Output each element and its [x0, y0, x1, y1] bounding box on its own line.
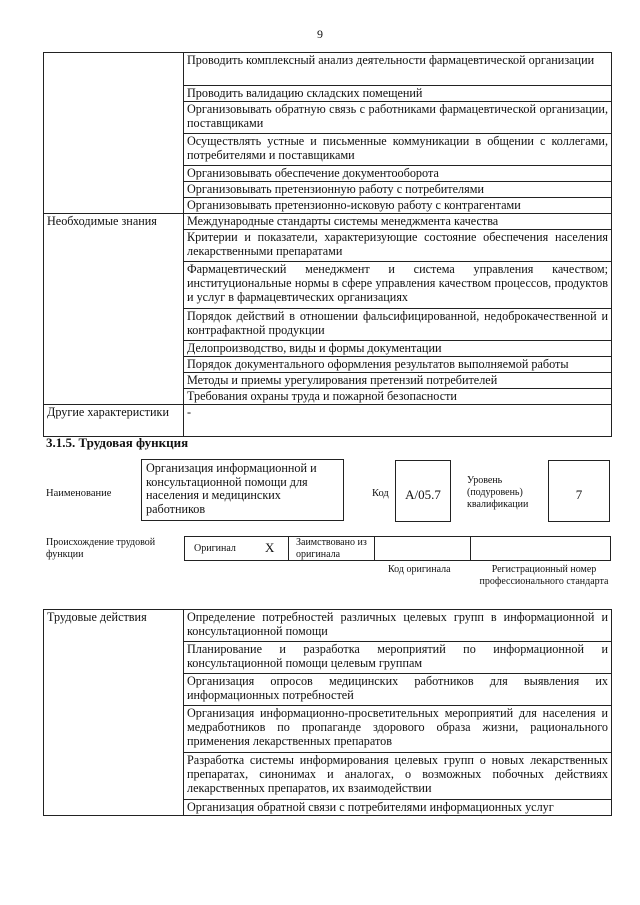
code-value: A/05.7 — [405, 487, 441, 502]
section-title: 3.1.5. Трудовая функция — [46, 435, 189, 450]
knowledge-item: Порядок документального оформления результатов выполняемой работы — [184, 357, 612, 373]
origin-divider — [374, 536, 375, 561]
original-mark: X — [265, 540, 275, 555]
function-name-box — [141, 459, 344, 521]
action-item: Определение потребностей различных целевых групп в информационной и консультационной помощи — [184, 610, 612, 642]
origin-divider — [470, 536, 471, 561]
labor-actions-table — [43, 609, 612, 816]
reg-number-caption: Регистрационный номер профессионального стандарта — [479, 564, 609, 587]
skill-item: Организовывать обратную связь с работниками фармацевтической организации, поставщиками — [184, 102, 612, 134]
code-original-caption: Код оригинала — [388, 564, 451, 575]
function-name: Организация информационной и консультационной помощи для населения и медицинских работников — [146, 461, 317, 516]
skill-item: Организовывать претензионно-исковую работу с контрагентами — [184, 198, 612, 214]
knowledge-item: Методы и приемы урегулирования претензий потребителей — [184, 373, 612, 389]
knowledge-item: Делопроизводство, виды и формы документации — [184, 341, 612, 357]
level-value: 7 — [575, 487, 583, 502]
other-characteristics-value: - — [184, 405, 612, 437]
origin-divider — [288, 536, 289, 561]
level-box — [548, 460, 610, 522]
action-item: Планирование и разработка мероприятий по информационной и консультационной помощи целевым группам — [184, 642, 612, 674]
knowledge-item: Международные стандарты системы менеджмента качества — [184, 214, 612, 230]
empty-label-cell — [44, 53, 184, 214]
action-item: Организация информационно-просветительных мероприятий для населения и медработников по пропаганде здорового образа жизни, рационального применения лекарственных препаратов — [184, 706, 612, 753]
level-label: Уровень (подуровень) квалификации — [467, 475, 529, 510]
knowledge-item: Требования охраны труда и пожарной безопасности — [184, 389, 612, 405]
page-number: 9 — [317, 27, 323, 41]
action-item: Разработка системы информирования целевых групп о новых лекарственных препаратах, синонимах и аналогах, о возможных побочных действиях лекарственных препаратов, их взаимодействии — [184, 753, 612, 800]
action-item: Организация обратной связи с потребителями информационных услуг — [184, 800, 612, 816]
skill-item: Проводить комплексный анализ деятельности фармацевтической организации — [184, 53, 612, 86]
skills-knowledge-table — [43, 52, 612, 437]
action-item: Организация опросов медицинских работников для выявления их информационных потребностей — [184, 674, 612, 706]
origin-label: Происхождение трудовой функции — [46, 537, 156, 560]
skill-item: Организовывать претензионную работу с потребителями — [184, 182, 612, 198]
borrowed-label: Заимствовано из оригинала — [296, 537, 367, 560]
skill-item: Проводить валидацию складских помещений — [184, 86, 612, 102]
original-label: Оригинал — [194, 543, 236, 554]
actions-label: Трудовые действия — [44, 610, 184, 816]
knowledge-label: Необходимые знания — [44, 214, 184, 405]
origin-box — [184, 536, 611, 561]
knowledge-item: Критерии и показатели, характеризующие состояние обеспечения населения лекарственными препаратами — [184, 230, 612, 262]
knowledge-item: Фармацевтический менеджмент и система управления качеством; институциональные нормы в сфере управления качеством процессов, продуктов и услуг в фармацевтических организациях — [184, 262, 612, 309]
skill-item: Осуществлять устные и письменные коммуникации в общении с коллегами, потребителями и поставщиками — [184, 134, 612, 166]
skill-item: Организовывать обеспечение документооборота — [184, 166, 612, 182]
knowledge-item: Порядок действий в отношении фальсифицированной, недоброкачественной и контрафактной продукции — [184, 309, 612, 341]
name-label: Наименование — [46, 488, 112, 499]
other-characteristics-label: Другие характеристики — [44, 405, 184, 437]
code-label: Код — [372, 488, 389, 499]
code-box — [395, 460, 451, 522]
